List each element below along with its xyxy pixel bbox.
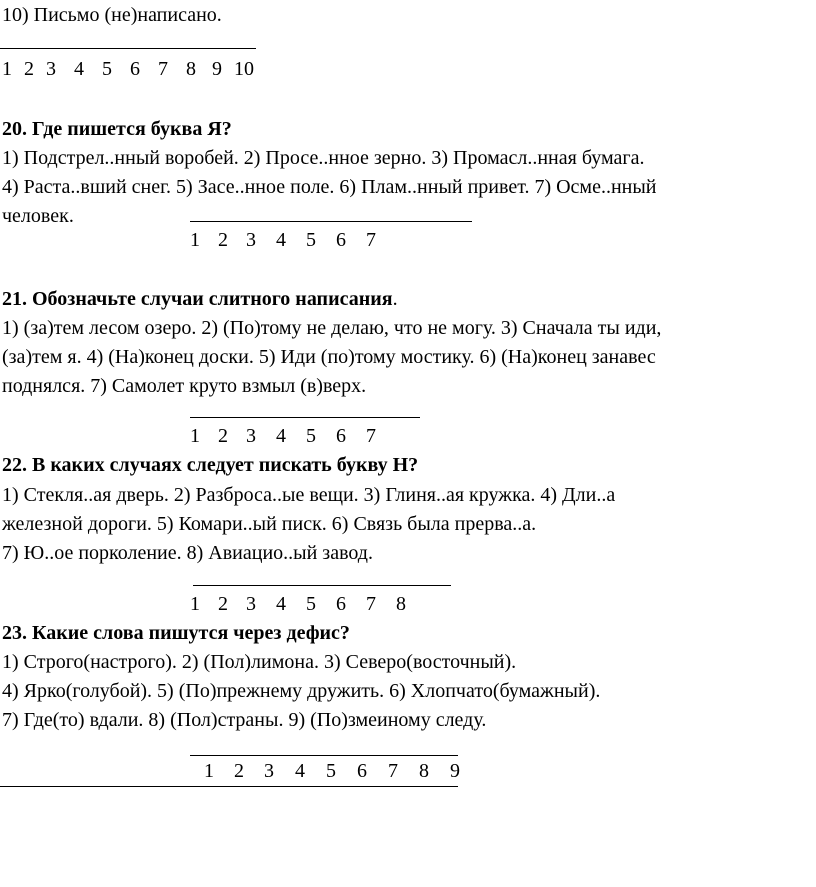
question-21-title — [2, 286, 398, 312]
answer-line-q23-bottom — [0, 786, 458, 787]
num: 7 — [388, 760, 398, 782]
num: 4 — [74, 58, 84, 80]
num: 5 — [326, 760, 336, 782]
num: 5 — [306, 229, 316, 251]
num: 2 — [234, 760, 244, 782]
q23-line-1: 1) Строго(настрого). 2) (Пол)лимона. 3) Северо(восточный). — [2, 651, 517, 673]
num: 2 — [24, 58, 34, 80]
num: 4 — [276, 229, 286, 251]
answer-line-q23-top — [190, 755, 458, 756]
num: 5 — [306, 425, 316, 447]
num: 7 — [366, 229, 376, 251]
num: 9 — [212, 58, 222, 80]
q21-line-2: (за)тем я. 4) (На)конец доски. 5) Иди (по)тому мостику. 6) (На)конец занавес — [2, 346, 656, 368]
num: 6 — [336, 229, 346, 251]
q22-line-2: железной дороги. 5) Комари..ый писк. 6) Связь была прерва..а. — [2, 513, 537, 535]
num: 3 — [246, 593, 256, 615]
num: 6 — [336, 425, 346, 447]
q22-line-3: 7) Ю..ое порколение. 8) Авиацио..ый завод. — [2, 542, 373, 564]
num: 3 — [246, 425, 256, 447]
num: 1 — [190, 229, 200, 251]
num: 4 — [276, 593, 286, 615]
num: 8 — [396, 593, 406, 615]
num: 7 — [366, 593, 376, 615]
question-23-title: 23. Какие слова пишутся через дефис? — [2, 622, 350, 644]
q10-line: 10) Письмо (не)написано. — [2, 4, 222, 26]
answer-numbers-q10 — [2, 57, 254, 81]
q21-title-period: . — [392, 288, 398, 310]
answer-line-q20 — [190, 221, 472, 222]
num: 2 — [218, 229, 228, 251]
answer-numbers-q21 — [190, 424, 376, 448]
answer-line-q22 — [193, 585, 451, 586]
q23-line-3: 7) Где(то) вдали. 8) (Пол)страны. 9) (По)змеиному следу. — [2, 709, 487, 731]
num: 8 — [419, 760, 429, 782]
answer-line-q10 — [0, 48, 256, 49]
num: 4 — [295, 760, 305, 782]
num: 4 — [276, 425, 286, 447]
num: 5 — [306, 593, 316, 615]
num: 8 — [186, 58, 196, 80]
num: 2 — [218, 425, 228, 447]
q20-line-3: человек. — [2, 205, 74, 227]
num: 9 — [450, 760, 460, 782]
num: 10 — [234, 58, 254, 80]
num: 1 — [204, 760, 214, 782]
num: 7 — [158, 58, 168, 80]
num: 7 — [366, 425, 376, 447]
num: 1 — [2, 58, 12, 80]
num: 6 — [130, 58, 140, 80]
q22-line-1: 1) Стекля..ая дверь. 2) Разброса..ые вещи. 3) Глиня..ая кружка. 4) Дли..а — [2, 484, 616, 506]
num: 1 — [190, 593, 200, 615]
answer-line-q21 — [190, 417, 420, 418]
num: 3 — [264, 760, 274, 782]
q21-line-1: 1) (за)тем лесом озеро. 2) (По)тому не делаю, что не могу. 3) Сначала ты иди, — [2, 317, 662, 339]
q20-line-2: 4) Раста..вший снег. 5) Засе..нное поле. 6) Плам..нный привет. 7) Осме..нный — [2, 176, 657, 198]
num: 3 — [246, 229, 256, 251]
num: 6 — [336, 593, 346, 615]
num: 6 — [357, 760, 367, 782]
question-20-title: 20. Где пишется буква Я? — [2, 118, 232, 140]
q20-line-1: 1) Подстрел..нный воробей. 2) Просе..нное зерно. 3) Промасл..нная бумага. — [2, 147, 645, 169]
answer-numbers-q23 — [204, 759, 460, 783]
num: 2 — [218, 593, 228, 615]
q21-line-3: поднялся. 7) Самолет круто взмыл (в)верх. — [2, 375, 367, 397]
question-22-title: 22. В каких случаях следует пискать букву Н? — [2, 454, 419, 476]
q23-line-2: 4) Ярко(голубой). 5) (По)прежнему дружить. 6) Хлопчато(бумажный). — [2, 680, 601, 702]
answer-numbers-q22 — [190, 592, 406, 616]
num: 3 — [46, 58, 56, 80]
num: 1 — [190, 425, 200, 447]
num: 5 — [102, 58, 112, 80]
q21-title-text: 21. Обозначьте случаи слитного написания — [2, 288, 393, 310]
answer-numbers-q20 — [190, 228, 376, 252]
